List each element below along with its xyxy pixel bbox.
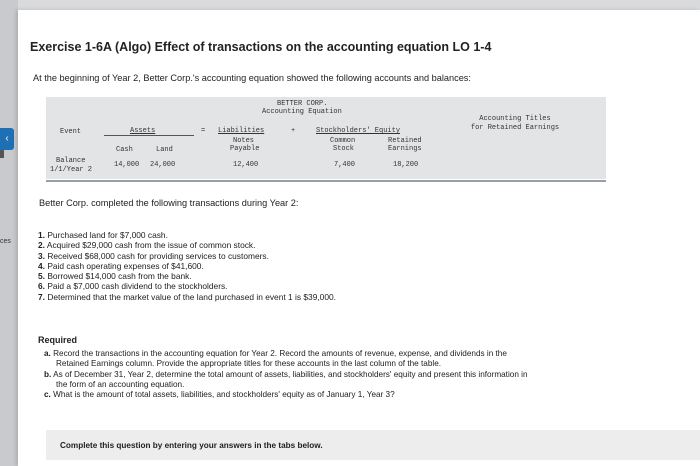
list-item: b. As of December 31, Year 2, determine the total amount of assets, liabilities, and stockholders' equity and present this information in	[44, 369, 528, 379]
complete-prompt: Complete this question by entering your answers in the tabs below.	[60, 441, 323, 450]
notes-payable-balance: 12,400	[233, 161, 259, 169]
list-item: 5. Borrowed $14,000 cash from the bank.	[38, 271, 192, 282]
list-item: 7. Determined that the market value of the land purchased in event 1 is $39,000.	[38, 291, 336, 302]
list-item: a. Record the transactions in the accounting equation for Year 2. Record the amounts of revenue, expense, and dividends in the	[44, 349, 507, 358]
list-item: 4. Paid cash operating expenses of $41,600.	[38, 260, 204, 271]
requirements-list	[44, 349, 528, 400]
required-heading: Required	[38, 335, 78, 345]
list-item: 1. Purchased land for $7,000 cash.	[38, 230, 168, 240]
retained-header: Retained	[388, 137, 422, 145]
list-item: 3. Received $68,000 cash for providing services to customers.	[38, 250, 269, 261]
earnings-header: Earnings	[388, 145, 422, 153]
stock-header: Stock	[333, 145, 355, 153]
balance-label: Balance	[56, 157, 86, 165]
land-balance: 24,000	[150, 161, 176, 169]
list-item: 6. Paid a $7,000 cash dividend to the stockholders.	[38, 281, 228, 292]
side-title-line-1: Accounting Titles	[479, 115, 551, 123]
land-header: Land	[156, 146, 173, 154]
liabilities-header: Liabilities	[218, 127, 265, 135]
side-title-line-2: for Retained Earnings	[470, 124, 560, 132]
intro-text: At the beginning of Year 2, Better Corp.'s accounting equation showed the following accounts and balances:	[33, 73, 471, 83]
accounting-equation-table	[46, 97, 606, 179]
list-item: c. What is the amount of total assets, liabilities, and stockholders' equity as of January 1, Year 3?	[44, 390, 395, 400]
assets-underline	[104, 135, 194, 136]
payable-header: Payable	[230, 145, 260, 153]
assets-header: Assets	[130, 127, 156, 135]
panel-marker	[0, 150, 4, 158]
notes-header: Notes	[233, 137, 255, 145]
company-name: BETTER CORP.	[277, 100, 328, 108]
page-title: Exercise 1-6A (Algo) Effect of transactions on the accounting equation LO 1-4	[30, 40, 492, 54]
table-divider	[46, 180, 606, 182]
instructions-banner	[46, 430, 700, 460]
left-panel-strip	[0, 0, 18, 466]
cash-balance: 14,000	[114, 161, 140, 169]
equals-sign: =	[201, 127, 206, 135]
common-header: Common	[330, 137, 356, 145]
list-item: 2. Acquired $29,000 cash from the issue of common stock.	[38, 240, 256, 251]
collapse-panel-icon[interactable]: ‹	[0, 128, 14, 150]
balance-date-label: 1/1/Year 2	[50, 166, 93, 174]
list-item-continuation: the form of an accounting equation.	[56, 379, 185, 389]
cash-header: Cash	[116, 146, 133, 154]
transactions-intro: Better Corp. completed the following transactions during Year 2:	[39, 198, 299, 208]
event-header: Event	[60, 128, 82, 136]
equity-header: Stockholders' Equity	[316, 127, 401, 135]
left-panel-label: ces	[0, 238, 11, 245]
list-item-continuation: Retained Earnings column. Provide the appropriate titles for these accounts in the last column of the table.	[56, 359, 442, 369]
accounting-titles-header	[455, 115, 575, 133]
plus-sign: +	[291, 127, 296, 135]
retained-earnings-balance: 18,200	[393, 161, 419, 169]
common-stock-balance: 7,400	[334, 161, 356, 169]
equation-subtitle: Accounting Equation	[262, 108, 342, 116]
transaction-list	[38, 230, 336, 302]
